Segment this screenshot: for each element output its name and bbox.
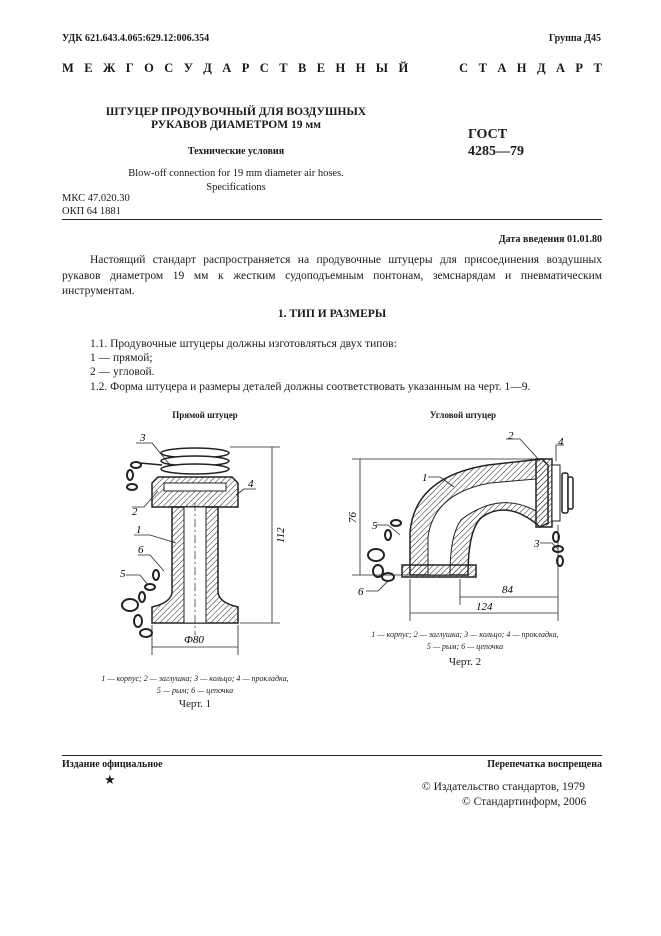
official-edition: Издание официальное [62,759,163,770]
banner-letter: Н [335,61,346,75]
item-1-1: 1.1. Продувочные штуцеры должны изготовляться двух типов: [90,338,397,350]
banner-letter: С [459,61,469,75]
intro-paragraph: Настоящий стандарт распространяется на продувочные штуцеры для присоединения воздушных рукавов диаметром 19 мм к жестким судоподъемным понтонам, земснарядам и пневматическим инструментам. [62,254,602,297]
banner-letter: М [62,61,74,75]
star-icon: ★ [104,772,116,787]
figure2-legend-line-2: 5 — рым; 6 — цепочка [426,642,504,651]
figure2-legend-line-1: 1 — корпус; 2 — заглушка; 3 — кольцо; 4 — прокладка, [371,630,559,639]
banner-letter: С [164,61,174,75]
figure1-legend-line-2: 5 — рым; 6 — цепочка [156,686,234,695]
copyright-1979: © Издательство стандартов, 1979 [422,781,586,793]
figure1-legend [70,673,320,697]
banner-letter: Е [84,61,93,75]
figure2-dim-total: 124 [476,601,493,613]
banner-letter: Р [575,61,584,75]
figure1-label-2: 2 [132,506,138,518]
banner-letter: Т [478,61,487,75]
banner-letter: О [144,61,154,75]
figure1-number: Черт. 1 [178,698,212,710]
figure2-label-1: 1 [422,472,428,484]
intro-date: Дата введения 01.01.80 [498,234,602,245]
figure1-dim-width: Ф80 [184,634,204,646]
banner-letter: А [497,61,507,75]
figure2-ring [562,473,573,513]
figure1-cap [152,477,238,507]
figure1-dim-height: 112 [275,527,287,543]
figure2-label-4: 4 [558,436,564,448]
figure2-flange [402,565,476,577]
document-title [80,106,392,132]
figure1-label-1: 1 [136,524,142,536]
banner-letter: Д [203,61,212,75]
figure1-label-6: 6 [138,544,144,556]
banner-letter [446,61,449,76]
banner-letter: Т [593,61,602,75]
figure1-drawing [80,425,310,670]
gost-code: 4285—79 [468,144,524,159]
banner-letter: С [259,61,269,75]
figure2-cap [536,459,552,527]
banner-letter: Й [398,61,409,75]
banner-letter: А [222,61,232,75]
banner-letter: Н [355,61,366,75]
figure1-legend-line-1: 1 — корпус; 2 — заглушка; 3 — кольцо; 4 — прокладка, [101,674,289,683]
figure2-caption: Угловой штуцер [429,410,497,420]
figure2-label-6: 6 [358,586,364,598]
figure1-chain-wire [140,463,162,465]
banner-letter: Ы [375,61,389,75]
figure2-gasket [552,465,560,521]
figure1-ring [161,448,229,474]
figure2-drawing [330,425,600,625]
figure2-label-2: 2 [508,430,514,442]
banner-letter: Н [516,61,527,75]
figure2-dim-inner: 84 [502,584,513,596]
standard-banner [62,61,602,76]
english-title-line-2: Specifications [206,182,266,193]
header-divider [62,219,602,220]
footer-divider [62,755,602,756]
figure2-legend [330,629,600,653]
banner-letter: Е [316,61,326,75]
copyright-2006: © Стандартинформ, 2006 [462,796,587,808]
banner-letter [419,61,422,76]
item-1-2: 1.2. Форма штуцера и размеры деталей должны соответствовать указанным на черт. 1—9. [90,381,531,393]
english-title-line-1: Blow-off connection for 19 mm diameter air hoses. [128,168,344,179]
classification-codes [62,192,130,218]
title-line-2: РУКАВОВ ДИАМЕТРОМ 19 мм [150,119,321,131]
figure1-label-4: 4 [248,478,254,490]
banner-letter: Р [241,61,250,75]
figure1-label-5: 5 [120,568,126,580]
title-line-1: ШТУЦЕР ПРОДУВОЧНЫЙ ДЛЯ ВОЗДУШНЫХ [105,106,367,118]
section-title: 1. ТИП И РАЗМЕРЫ [277,308,387,320]
figure2-label-3: 3 [534,538,540,550]
banner-letter: Г [125,61,134,75]
banner-letter: А [555,61,565,75]
document-subtitle: Технические условия [187,146,285,157]
figure1-gasket [164,483,226,491]
mks-code: МКС 47.020.30 [62,193,130,204]
banner-letter [432,61,435,76]
figure1-caption: Прямой штуцер [172,410,238,420]
reprint-notice: Перепечатка воспрещена [487,759,602,770]
gost-label: ГОСТ [468,127,508,142]
figure2-number: Черт. 2 [448,656,482,668]
figure2-label-5: 5 [372,520,378,532]
item-type-2: 2 — угловой. [90,366,155,378]
figure2-dim-height: 76 [347,512,359,523]
english-title [80,167,392,195]
item-type-1: 1 — прямой; [90,352,153,364]
banner-letter: В [297,61,307,75]
group-code: Группа Д45 [548,33,601,44]
okp-code: ОКП 64 1881 [62,206,121,217]
banner-letter: Ж [102,61,116,75]
figure1-label-3: 3 [140,432,146,444]
gost-number [468,126,524,160]
banner-letter: Д [536,61,546,75]
banner-letter: У [183,61,193,75]
banner-letter: Т [279,61,288,75]
udk-code: УДК 621.643.4.065:629.12:006.354 [62,33,210,44]
